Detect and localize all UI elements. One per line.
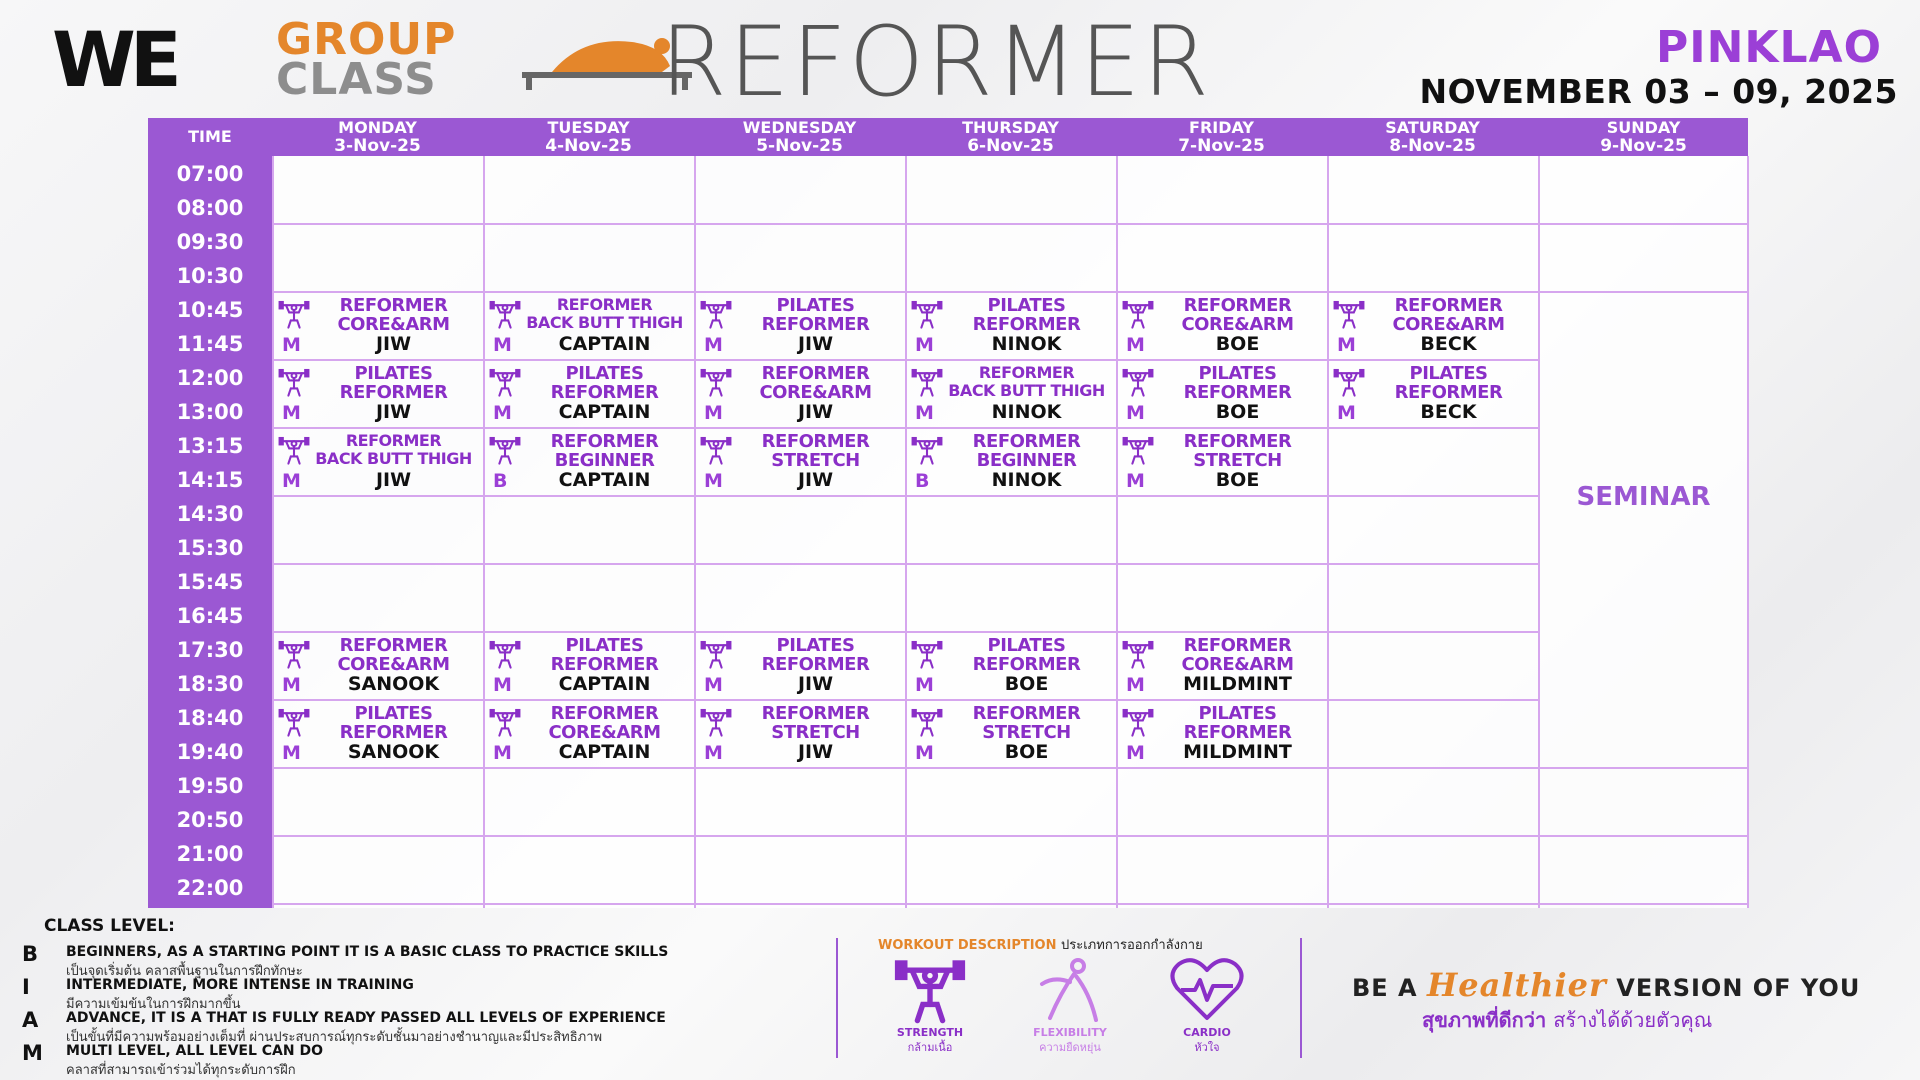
class-cell[interactable] — [272, 632, 483, 700]
class-name: PILATES REFORMER — [1183, 363, 1292, 403]
strength-icon — [911, 298, 943, 330]
class-name: REFORMER STRETCH — [972, 703, 1081, 743]
grid-row-line — [272, 903, 1749, 905]
class-cell[interactable] — [483, 700, 694, 768]
footer-divider — [1300, 938, 1302, 1058]
time-label: 10:30 — [176, 264, 244, 288]
strength-icon — [1122, 366, 1154, 398]
coach-name: JIW — [797, 401, 834, 423]
coach-name: CAPTAIN — [558, 469, 651, 491]
grid-column-line — [905, 156, 907, 908]
day-header-sunday — [1538, 118, 1749, 156]
class-name: REFORMER STRETCH — [761, 703, 870, 743]
level-letter: M — [22, 1041, 43, 1065]
group-class-logo — [276, 14, 457, 105]
level-description: INTERMEDIATE, MORE INTENSE IN TRAINING — [66, 977, 414, 993]
day-header-thursday — [905, 118, 1116, 156]
grid-column-line — [1327, 156, 1329, 908]
level-description-thai: คลาสที่สามารถเข้าร่วมได้ทุกระดับการฝึก — [66, 1063, 296, 1078]
date-range: NOVEMBER 03 – 09, 2025 — [1419, 72, 1898, 111]
time-label: 22:00 — [176, 876, 244, 900]
coach-name: BOE — [1004, 741, 1049, 763]
coach-name: SANOOK — [347, 741, 440, 763]
day-date: 7-Nov-25 — [1178, 136, 1265, 156]
strength-icon — [489, 434, 521, 466]
grid-column-line — [483, 156, 485, 908]
strength-icon — [278, 366, 310, 398]
time-label: 10:45 — [176, 298, 244, 322]
time-label: 08:00 — [176, 196, 244, 220]
day-header-saturday — [1327, 118, 1538, 156]
day-name: WEDNESDAY — [742, 118, 857, 137]
strength-icon — [1122, 434, 1154, 466]
coach-name: BOE — [1215, 401, 1260, 423]
class-name: PILATES REFORMER — [972, 635, 1081, 675]
class-name: REFORMER BEGINNER — [550, 431, 659, 471]
class-name: REFORMER BACK BUTT THIGH — [948, 363, 1105, 400]
class-level: M — [1126, 470, 1145, 492]
time-label: 21:00 — [176, 842, 244, 866]
grid-row-line — [272, 563, 1538, 565]
class-level: M — [704, 742, 723, 764]
class-cell[interactable] — [272, 360, 483, 428]
class-name: PILATES REFORMER — [339, 703, 448, 743]
day-date: 3-Nov-25 — [334, 136, 421, 156]
day-name: TUESDAY — [547, 118, 630, 137]
class-name: PILATES REFORMER — [972, 295, 1081, 335]
class-level: M — [1126, 674, 1145, 696]
class-level: M — [493, 402, 512, 424]
day-name: SATURDAY — [1385, 118, 1480, 137]
coach-name: MILDMINT — [1183, 673, 1292, 695]
class-cell[interactable] — [1116, 292, 1327, 360]
day-name: SUNDAY — [1606, 118, 1681, 137]
class-level: M — [915, 742, 934, 764]
class-name: REFORMER CORE&ARM — [337, 295, 450, 335]
class-level: M — [282, 402, 301, 424]
class-level: M — [1337, 334, 1356, 356]
coach-name: SANOOK — [347, 673, 440, 695]
time-label: 12:00 — [176, 366, 244, 390]
class-level: M — [493, 334, 512, 356]
class-level: M — [282, 742, 301, 764]
reformer-title: REFORMER — [660, 6, 1212, 118]
time-label: 18:40 — [176, 706, 244, 730]
coach-name: CAPTAIN — [558, 673, 651, 695]
class-level: M — [493, 742, 512, 764]
day-date: 4-Nov-25 — [545, 136, 632, 156]
day-header-wednesday — [694, 118, 905, 156]
class-cell[interactable] — [694, 428, 905, 496]
time-header: TIME — [188, 127, 232, 146]
strength-icon — [278, 706, 310, 738]
strength-icon — [489, 298, 521, 330]
coach-name: BOE — [1004, 673, 1049, 695]
slogan-thai: สุขภาพที่ดีกว่า สร้างได้ด้วยตัวคุณ — [1422, 1008, 1713, 1032]
class-cell[interactable] — [694, 360, 905, 428]
class-name: PILATES REFORMER — [1394, 363, 1503, 403]
class-cell[interactable] — [905, 700, 1116, 768]
class-name: REFORMER CORE&ARM — [1392, 295, 1505, 335]
class-cell[interactable] — [1116, 632, 1327, 700]
coach-name: JIW — [797, 741, 834, 763]
class-cell[interactable] — [1116, 360, 1327, 428]
class-text: CLASS — [276, 54, 437, 105]
time-label: 18:30 — [176, 672, 244, 696]
time-label: 16:45 — [176, 604, 244, 628]
class-cell[interactable] — [483, 632, 694, 700]
class-name: PILATES REFORMER — [761, 295, 870, 335]
strength-icon — [278, 298, 310, 330]
class-level: M — [1126, 742, 1145, 764]
time-label: 14:15 — [176, 468, 244, 492]
class-level: M — [915, 674, 934, 696]
class-cell[interactable] — [272, 428, 483, 496]
strength-icon — [700, 366, 732, 398]
class-level-title: CLASS LEVEL: — [44, 916, 175, 936]
class-level: M — [282, 334, 301, 356]
workout-label-thai: กล้ามเนื้อ — [907, 1041, 953, 1054]
level-description-thai: เป็นจุดเริ่มต้น คลาสพื้นฐานในการฝึกทักษะ — [66, 964, 303, 979]
class-name: PILATES REFORMER — [550, 363, 659, 403]
class-level: M — [704, 402, 723, 424]
schedule-grid — [272, 156, 1748, 908]
level-letter: B — [22, 942, 39, 966]
strength-icon — [278, 638, 310, 670]
strength-icon — [700, 638, 732, 670]
class-name: REFORMER CORE&ARM — [337, 635, 450, 675]
workout-label-thai: หัวใจ — [1194, 1041, 1220, 1054]
class-level: B — [915, 470, 930, 492]
coach-name: CAPTAIN — [558, 741, 651, 763]
brand-logo: WE — [52, 15, 176, 104]
level-description: MULTI LEVEL, ALL LEVEL CAN DO — [66, 1043, 323, 1059]
coach-name: BOE — [1215, 333, 1260, 355]
class-cell[interactable] — [272, 292, 483, 360]
level-letter: I — [22, 975, 30, 999]
strength-icon — [875, 954, 985, 1026]
grid-row-line — [272, 835, 1749, 837]
time-label: 20:50 — [176, 808, 244, 832]
strength-icon — [1122, 298, 1154, 330]
class-level: M — [282, 470, 301, 492]
class-name: REFORMER CORE&ARM — [548, 703, 661, 743]
class-level: B — [493, 470, 508, 492]
time-label: 07:00 — [176, 162, 244, 186]
strength-icon — [700, 298, 732, 330]
strength-icon — [911, 706, 943, 738]
coach-name: JIW — [797, 673, 834, 695]
day-date: 8-Nov-25 — [1389, 136, 1476, 156]
class-cell[interactable] — [1116, 428, 1327, 496]
grid-column-line — [1116, 156, 1118, 908]
class-name: REFORMER STRETCH — [1183, 431, 1292, 471]
coach-name: NINOK — [991, 469, 1062, 491]
class-cell[interactable] — [483, 428, 694, 496]
class-name: REFORMER CORE&ARM — [1181, 635, 1294, 675]
class-name: REFORMER CORE&ARM — [759, 363, 872, 403]
grid-column-line — [694, 156, 696, 908]
coach-name: JIW — [375, 333, 412, 355]
day-header-monday — [272, 118, 483, 156]
time-label: 15:30 — [176, 536, 244, 560]
day-date: 5-Nov-25 — [756, 136, 843, 156]
grid-column-line — [1538, 156, 1540, 908]
coach-name: NINOK — [991, 401, 1062, 423]
class-cell[interactable] — [905, 632, 1116, 700]
class-cell[interactable] — [1116, 700, 1327, 768]
strength-icon — [911, 366, 943, 398]
coach-name: JIW — [797, 333, 834, 355]
class-cell[interactable] — [1327, 292, 1538, 360]
class-level: M — [1126, 402, 1145, 424]
strength-icon — [489, 638, 521, 670]
grid-row-line — [272, 223, 1749, 225]
class-cell[interactable] — [905, 360, 1116, 428]
footer-divider — [836, 938, 838, 1058]
class-level: M — [282, 674, 301, 696]
level-letter: A — [22, 1008, 39, 1032]
coach-name: NINOK — [991, 333, 1062, 355]
workout-item — [1015, 954, 1125, 1056]
branch-name: PINKLAO — [1655, 22, 1882, 73]
time-label: 19:50 — [176, 774, 244, 798]
slogan: BE A Healthier VERSION OF YOU — [1352, 966, 1861, 1004]
class-name: REFORMER BACK BUTT THIGH — [526, 295, 683, 332]
day-date: 9-Nov-25 — [1600, 136, 1687, 156]
class-cell[interactable] — [694, 292, 905, 360]
coach-name: JIW — [797, 469, 834, 491]
time-label: 13:00 — [176, 400, 244, 424]
strength-icon — [278, 434, 310, 466]
grid-column-line — [1747, 156, 1749, 908]
strength-icon — [1122, 706, 1154, 738]
class-cell[interactable] — [694, 632, 905, 700]
workout-description-title: WORKOUT DESCRIPTION ประเภทการออกกำลังกาย — [878, 938, 1203, 953]
class-cell[interactable] — [1327, 360, 1538, 428]
time-label: 14:30 — [176, 502, 244, 526]
workout-label-thai: ความยืดหยุ่น — [1039, 1041, 1101, 1054]
day-date: 6-Nov-25 — [967, 136, 1054, 156]
coach-name: JIW — [375, 401, 412, 423]
class-level: M — [704, 470, 723, 492]
class-level: M — [1126, 334, 1145, 356]
day-header-friday — [1116, 118, 1327, 156]
level-description: BEGINNERS, AS A STARTING POINT IT IS A BASIC CLASS TO PRACTICE SKILLS — [66, 944, 669, 960]
level-description-thai: มีความเข้มข้นในการฝึกมากขึ้น — [66, 997, 241, 1012]
time-label: 17:30 — [176, 638, 244, 662]
strength-icon — [489, 366, 521, 398]
class-cell[interactable] — [483, 360, 694, 428]
day-header-tuesday — [483, 118, 694, 156]
day-name: FRIDAY — [1189, 118, 1254, 137]
time-column — [148, 156, 272, 908]
time-label: 09:30 — [176, 230, 244, 254]
class-level: M — [704, 334, 723, 356]
class-cell[interactable] — [483, 292, 694, 360]
class-name: REFORMER CORE&ARM — [1181, 295, 1294, 335]
class-name: REFORMER BACK BUTT THIGH — [315, 431, 472, 468]
strength-icon — [1333, 298, 1365, 330]
coach-name: CAPTAIN — [558, 401, 651, 423]
workout-label: STRENGTH — [896, 1026, 964, 1039]
class-level: M — [704, 674, 723, 696]
class-level: M — [493, 674, 512, 696]
time-label: 19:40 — [176, 740, 244, 764]
group-text: GROUP — [276, 14, 457, 65]
time-label: 13:15 — [176, 434, 244, 458]
day-name: THURSDAY — [962, 118, 1059, 137]
strength-icon — [700, 434, 732, 466]
class-level: M — [1337, 402, 1356, 424]
coach-name: BOE — [1215, 469, 1260, 491]
class-name: REFORMER BEGINNER — [972, 431, 1081, 471]
flexibility-icon — [1015, 954, 1125, 1026]
time-label: 15:45 — [176, 570, 244, 594]
level-description-thai: เป็นขั้นที่มีความพร้อมอย่างเต็มที่ ผ่านประสบการณ์ทุกระดับชั้นมาอย่างชำนาญและมีประสิทธิภาพ — [66, 1030, 603, 1045]
class-cell[interactable] — [905, 428, 1116, 496]
coach-name: MILDMINT — [1183, 741, 1292, 763]
class-cell[interactable] — [694, 700, 905, 768]
strength-icon — [911, 638, 943, 670]
coach-name: BECK — [1420, 401, 1477, 423]
workout-label: CARDIO — [1183, 1026, 1231, 1039]
strength-icon — [911, 434, 943, 466]
schedule-table — [148, 118, 1748, 908]
cardio-icon — [1152, 954, 1262, 1026]
time-label: 11:45 — [176, 332, 244, 356]
class-cell[interactable] — [272, 700, 483, 768]
coach-name: JIW — [375, 469, 412, 491]
level-description: ADVANCE, IT IS A THAT IS FULLY READY PASSED ALL LEVELS OF EXPERIENCE — [66, 1010, 666, 1026]
class-name: PILATES REFORMER — [339, 363, 448, 403]
class-name: PILATES REFORMER — [550, 635, 659, 675]
coach-name: CAPTAIN — [558, 333, 651, 355]
coach-name: BECK — [1420, 333, 1477, 355]
seminar-label: SEMINAR — [1576, 482, 1711, 512]
strength-icon — [489, 706, 521, 738]
strength-icon — [1122, 638, 1154, 670]
strength-icon — [700, 706, 732, 738]
class-name: REFORMER STRETCH — [761, 431, 870, 471]
class-name: PILATES REFORMER — [1183, 703, 1292, 743]
workout-item — [875, 954, 985, 1056]
class-level: M — [915, 402, 934, 424]
workout-item — [1152, 954, 1262, 1056]
day-name: MONDAY — [338, 118, 417, 137]
class-name: PILATES REFORMER — [761, 635, 870, 675]
class-cell[interactable] — [905, 292, 1116, 360]
grid-column-line — [272, 156, 274, 908]
workout-label: FLEXIBILITY — [1033, 1026, 1107, 1039]
strength-icon — [1333, 366, 1365, 398]
class-level: M — [915, 334, 934, 356]
